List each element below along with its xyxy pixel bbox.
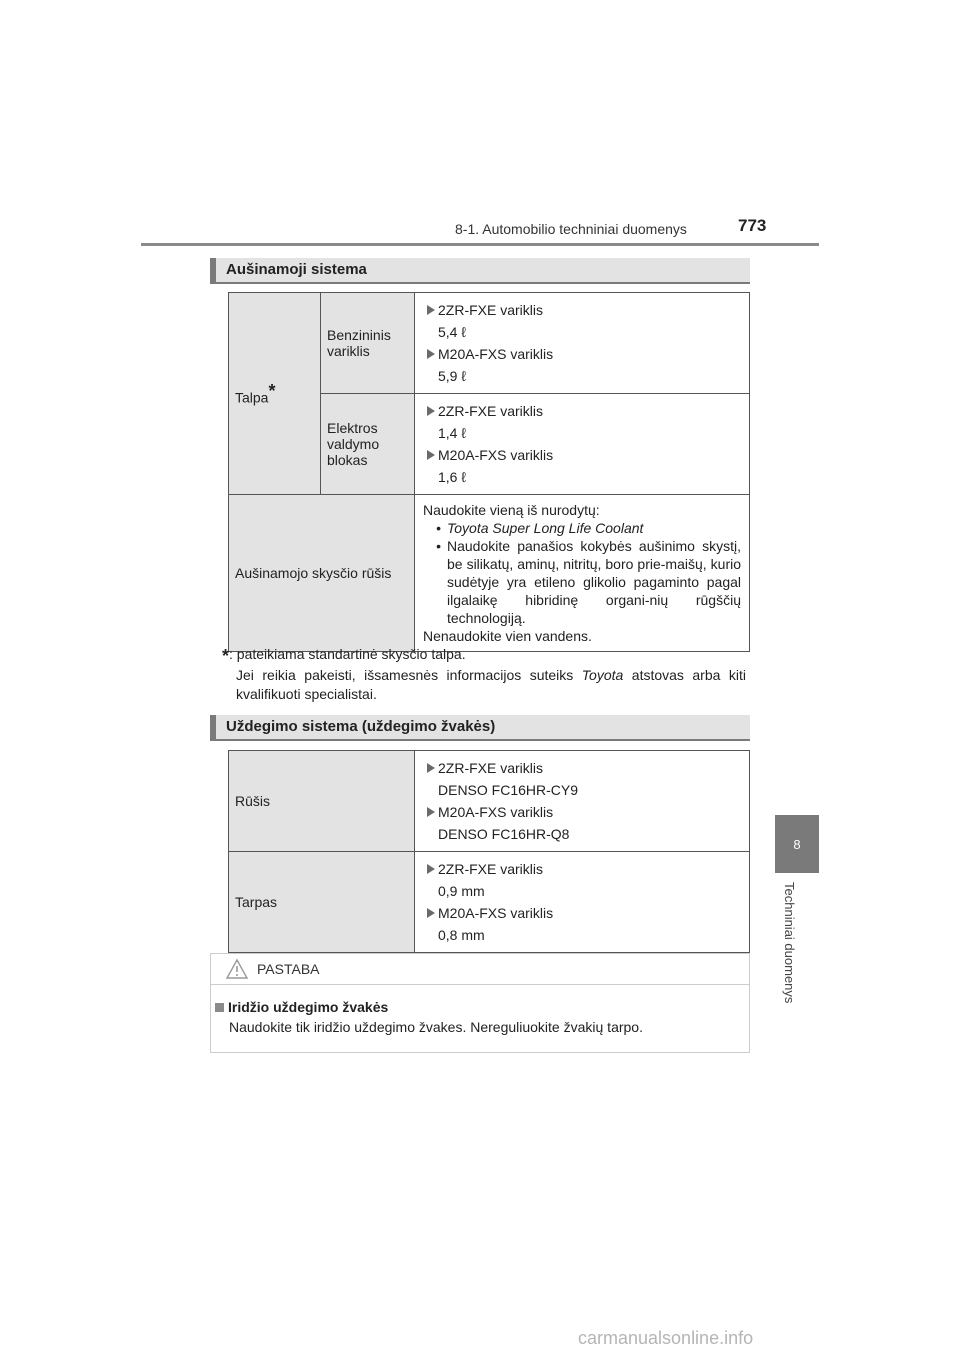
running-header-section: 8-1. Automobilio techniniai duomenys — [455, 221, 687, 237]
ignition-table — [228, 750, 750, 953]
capacity-asterisk: * — [268, 381, 276, 402]
gap-label: Tarpas — [229, 852, 415, 953]
list-item: M20A-FXS variklis — [423, 801, 741, 823]
bullet-triangle-icon — [427, 349, 435, 359]
list-item: 2ZR-FXE variklis — [423, 757, 741, 779]
footnote-asterisk: * — [222, 646, 230, 666]
list-item: 2ZR-FXE variklis — [423, 858, 741, 880]
gasoline-engine-label: Benzininis variklis — [321, 293, 415, 394]
square-bullet-icon — [215, 1003, 224, 1012]
section-heading-cooling: Aušinamoji sistema — [210, 258, 750, 284]
capacity-value: 1,4 ℓ — [438, 425, 466, 441]
bullet-triangle-icon — [427, 864, 435, 874]
list-item: • Naudokite panašios kokybės aušinimo skystį, be silikatų, aminų, nitritų, boro prie-maišų, kurio sudėtyje yra etileno glikolio pagaminto pagal ilgalaikę hibridinę organi-nių rūgščių technologiją. — [436, 538, 741, 626]
notice-box — [210, 953, 750, 1053]
coolant-type-label: Aušinamojo skysčio rūšis — [229, 495, 415, 652]
ecu-label: Elektros valdymo blokas — [321, 394, 415, 495]
coolant-warning: Nenaudokite vien vandens. — [423, 628, 592, 644]
notice-text: Naudokite tik iridžio uždegimo žvakes. Nereguliuokite žvakių tarpo. — [229, 1019, 643, 1035]
bullet-triangle-icon — [427, 406, 435, 416]
chapter-title: Techniniai duomenys — [782, 882, 797, 1004]
coolant-intro: Naudokite vieną iš nurodytų: — [423, 502, 600, 518]
section-heading-ignition: Uždegimo sistema (uždegimo žvakės) — [210, 715, 750, 741]
list-item: M20A-FXS variklis — [423, 343, 741, 365]
gap-values — [415, 852, 750, 953]
list-item: 2ZR-FXE variklis — [423, 400, 741, 422]
spark-plug-model: DENSO FC16HR-CY9 — [438, 782, 579, 798]
footnote — [222, 645, 746, 704]
page-number: 773 — [738, 216, 767, 235]
capacity-label: Talpa — [235, 389, 269, 406]
list-item: • Toyota Super Long Life Coolant — [436, 520, 644, 536]
gap-value: 0,8 mm — [438, 927, 485, 943]
cooling-table — [228, 292, 750, 652]
bullet-triangle-icon — [427, 305, 435, 315]
gasoline-values — [415, 293, 750, 394]
bullet-triangle-icon — [427, 908, 435, 918]
gap-value: 0,9 mm — [438, 883, 485, 899]
chapter-number: 8 — [793, 836, 801, 852]
warning-triangle-icon — [225, 958, 249, 980]
notice-body — [211, 985, 749, 1037]
bullet-triangle-icon — [427, 807, 435, 817]
list-item: M20A-FXS variklis — [423, 902, 741, 924]
footnote-line2: Jei reikia pakeisti, išsamesnės informacijos suteiks Toyota atstovas arba kiti kvalifikuoti specialistai. — [236, 667, 747, 702]
chapter-tab — [775, 815, 819, 873]
notice-header — [211, 954, 749, 985]
notice-title: Iridžio uždegimo žvakės — [228, 999, 389, 1015]
capacity-label-cell — [229, 293, 321, 495]
list-item: M20A-FXS variklis — [423, 444, 741, 466]
type-label: Rūšis — [229, 751, 415, 852]
capacity-value: 5,9 ℓ — [438, 368, 466, 384]
coolant-type-values — [415, 495, 750, 652]
bullet-triangle-icon — [427, 450, 435, 460]
list-item: 2ZR-FXE variklis — [423, 299, 741, 321]
type-values — [415, 751, 750, 852]
footnote-line1: : pateikiama standartinė skysčio talpa. — [229, 646, 466, 662]
watermark: carmanualsonline.info — [578, 1328, 754, 1348]
header-rule — [141, 243, 819, 246]
bullet-triangle-icon — [427, 763, 435, 773]
notice-label: PASTABA — [257, 961, 320, 977]
ecu-values — [415, 394, 750, 495]
capacity-value: 1,6 ℓ — [438, 469, 466, 485]
spark-plug-model: DENSO FC16HR-Q8 — [438, 826, 570, 842]
capacity-value: 5,4 ℓ — [438, 324, 466, 340]
